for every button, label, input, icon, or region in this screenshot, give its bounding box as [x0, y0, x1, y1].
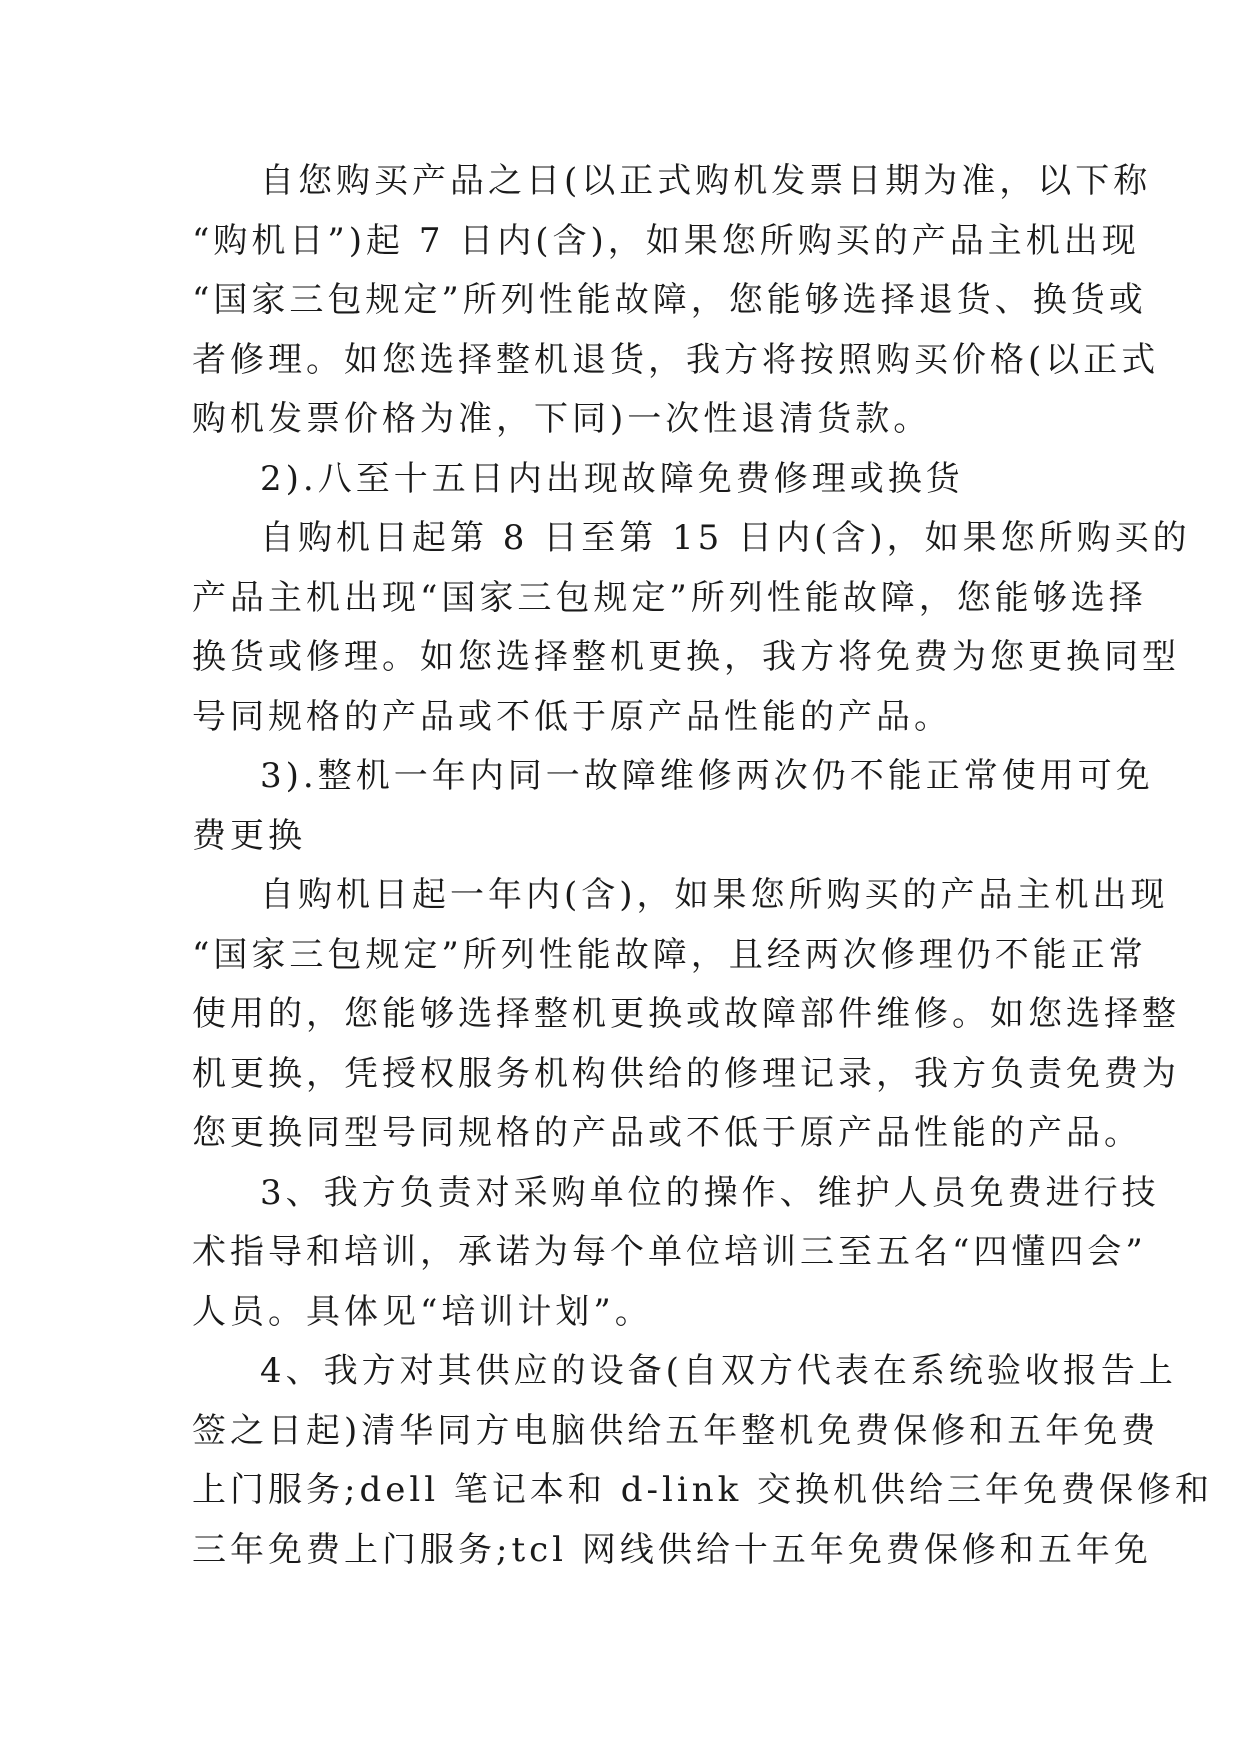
- text-line: 使用的，您能够选择整机更换或故障部件维修。如您选择整: [192, 994, 1180, 1034]
- section-heading-continued: 费更换: [192, 815, 306, 856]
- text-line: 术指导和培训，承诺为每个单位培训三至五名“四懂四会”: [192, 1232, 1147, 1272]
- text-line: 机更换，凭授权服务机构供给的修理记录，我方负责免费为: [192, 1053, 1180, 1094]
- text-line: 者修理。如您选择整机退货，我方将按照购买价格(以正式: [192, 339, 1160, 380]
- text-line: 购机发票价格为准，下同)一次性退清货款。: [192, 399, 932, 439]
- text-line: 3、我方负责对采购单位的操作、维护人员免费进行技: [260, 1172, 1160, 1213]
- text-line: 产品主机出现“国家三包规定”所列性能故障，您能够选择: [192, 577, 1147, 618]
- text-line: 自您购买产品之日(以正式购机发票日期为准，以下称: [260, 161, 1152, 201]
- text-line: 自购机日起一年内(含)，如果您所购买的产品主机出现: [260, 875, 1169, 915]
- text-line: “国家三包规定”所列性能故障，且经两次修理仍不能正常: [192, 934, 1147, 975]
- text-line: 您更换同型号同规格的产品或不低于原产品性能的产品。: [192, 1113, 1142, 1153]
- text-line: 上门服务;dell 笔记本和 d-link 交换机供给三年免费保修和: [192, 1470, 1214, 1510]
- text-line: 号同规格的产品或不低于原产品性能的产品。: [192, 696, 952, 737]
- text-line: “国家三包规定”所列性能故障，您能够选择退货、换货或: [192, 280, 1147, 320]
- text-line: 4、我方对其供应的设备(自双方代表在系统验收报告上: [260, 1351, 1177, 1391]
- text-line: 自购机日起第 8 日至第 15 日内(含)，如果您所购买的: [260, 518, 1191, 558]
- text-line: “购机日”)起 7 日内(含)，如果您所购买的产品主机出现: [192, 220, 1140, 261]
- text-line: 人员。具体见“培训计划”。: [192, 1291, 653, 1332]
- section-heading: 2).八至十五日内出现故障免费修理或换货: [260, 458, 964, 499]
- text-line: 三年免费上门服务;tcl 网线供给十五年免费保修和五年免: [192, 1529, 1152, 1570]
- section-heading: 3).整机一年内同一故障维修两次仍不能正常使用可免: [260, 756, 1154, 796]
- text-line: 签之日起)清华同方电脑供给五年整机免费保修和五年免费: [192, 1410, 1160, 1451]
- text-line: 换货或修理。如您选择整机更换，我方将免费为您更换同型: [192, 637, 1180, 677]
- document-body: [192, 152, 1214, 1580]
